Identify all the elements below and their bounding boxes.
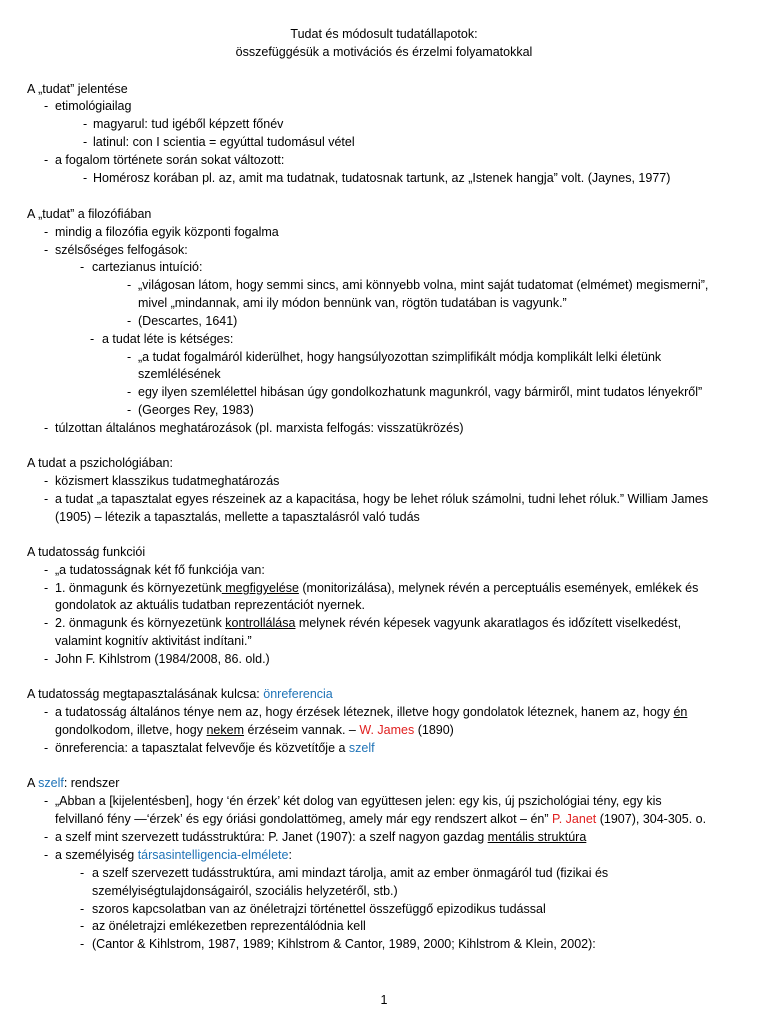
list-item: egy ilyen szemlélettel hibásan úgy gondolkozhatunk magunkról, vagy bármiről, mint tudatos lényekről” — [138, 385, 703, 399]
list-item: a fogalom története során sokat változott: — [55, 153, 285, 167]
section-heading: A tudatosság funkciói — [27, 545, 146, 559]
page-number: 1 — [380, 993, 388, 1007]
list-item: „világosan látom, hogy semmi sincs, ami könnyebb volna, mint saját tudatomat (elmémet) megismerni”, — [138, 278, 709, 292]
citation-name: P. Janet — [552, 812, 597, 826]
bullet-dash: - — [44, 225, 49, 239]
highlight-term: önreferencia — [263, 687, 333, 701]
list-item: a személyiség társasintelligencia-elmélete: — [55, 848, 292, 862]
bullet-dash: - — [44, 705, 49, 719]
section-heading: A „tudat” a filozófiában — [27, 207, 152, 221]
list-item: latinul: con I scientia = egyúttal tudomásul vétel — [93, 135, 355, 149]
section-heading: A szelf: rendszer — [27, 776, 120, 790]
list-item: a tudatosság általános tényе nem az, hogy érzések léteznek, illetve hogy gondolatok léteznek, hanem az, hogy én — [55, 705, 688, 719]
doc-title-line1: Tudat és módosult tudatállapotok: — [290, 27, 478, 41]
bullet-dash: - — [83, 135, 88, 149]
list-item: túlzottan általános meghatározások (pl. marxista felfogás: visszatükrözés) — [55, 421, 464, 435]
bullet-dash: - — [83, 117, 88, 131]
highlight-term: szelf — [348, 741, 375, 755]
list-item-cont: valamint kognitív aktivitást indítani.” — [55, 634, 252, 648]
citation-name: W. James — [359, 723, 415, 737]
list-item: magyarul: tud igéből képzett főnév — [93, 117, 284, 131]
section-heading: A „tudat” jelentése — [27, 82, 128, 96]
list-item: (Descartes, 1641) — [138, 314, 238, 328]
bullet-dash: - — [80, 937, 85, 951]
list-item: az önéletrajzi emlékezetben reprezentálódnia kell — [92, 919, 366, 933]
bullet-dash: - — [127, 385, 132, 399]
list-item-cont: szemlélésének — [138, 367, 221, 381]
list-item: cartezianus intuíció: — [92, 260, 203, 274]
bullet-dash: - — [44, 563, 49, 577]
list-item: (Cantor & Kihlstrom, 1987, 1989; Kihlstrom & Cantor, 1989, 2000; Kihlstrom & Klein, 2002): — [92, 937, 596, 951]
list-item-cont: gondolkodom, illetve, hogy nekem érzéseim vannak. – W. James (1890) — [55, 723, 454, 737]
bullet-dash: - — [44, 848, 49, 862]
bullet-dash: - — [127, 314, 132, 328]
bullet-dash: - — [127, 350, 132, 364]
list-item: (Georges Rey, 1983) — [138, 403, 254, 417]
list-item-cont: (1905) – létezik a tapasztalás, mellette a tapasztalásról való tudás — [55, 510, 420, 524]
highlight-term: szelf — [38, 776, 64, 790]
underlined-term: mentális struktúra — [487, 830, 587, 844]
bullet-dash: - — [44, 99, 49, 113]
list-item: a tudat „a tapasztalat egyes részeinek az a kapacitása, hogy be lehet róluk számolni, tudni lehet róluk.” William James — [55, 492, 709, 506]
list-item: etimológiailag — [55, 99, 132, 113]
list-item-cont: mivel „mindannak, ami ily módon bennünk van, rögtön tudatában is vagyunk.” — [138, 296, 567, 310]
bullet-dash: - — [127, 403, 132, 417]
bullet-dash: - — [44, 830, 49, 844]
section-heading: A tudat a pszichológiában: — [27, 456, 173, 470]
list-item: John F. Kihlstrom (1984/2008, 86. old.) — [55, 652, 270, 666]
list-item: mindig a filozófia egyik központi fogalma — [55, 225, 279, 239]
bullet-dash: - — [44, 153, 49, 167]
bullet-dash: - — [127, 278, 132, 292]
bullet-dash: - — [44, 616, 49, 630]
bullet-dash: - — [83, 171, 88, 185]
bullet-dash: - — [80, 919, 85, 933]
bullet-dash: - — [80, 866, 85, 880]
bullet-dash: - — [44, 741, 49, 755]
list-item: „a tudatosságnak két fő funkciója van: — [55, 563, 265, 577]
bullet-dash: - — [44, 652, 49, 666]
list-item: szélsőséges felfogások: — [55, 243, 188, 257]
underlined-term: megfigyelése — [221, 581, 299, 595]
bullet-dash: - — [44, 243, 49, 257]
list-item: a szelf mint szervezett tudásstruktúra: P. Janet (1907): a szelf nagyon gazdag mentális struktúra — [55, 830, 587, 844]
bullet-dash: - — [80, 260, 85, 274]
highlight-term: társasintelligencia-elmélete — [137, 848, 289, 862]
bullet-dash: - — [44, 581, 49, 595]
list-item-cont: gondolatok az aktuális tudatban reprezentációt nyernek. — [55, 598, 365, 612]
list-item: közismert klasszikus tudatmeghatározás — [55, 474, 280, 488]
underlined-term: kontrollálása — [225, 616, 296, 630]
list-item-cont: felvillanó fény —‘érzek’ és egy óriási gondolattömeg, amely már egy rendszert alkot – én” P. Janet (1907), 304-305. o. — [55, 812, 707, 826]
underlined-term: nekem — [206, 723, 245, 737]
underlined-term: én — [673, 705, 688, 719]
bullet-dash: - — [80, 902, 85, 916]
list-item-cont: személyiségtulajdonságairól, szociális helyzetéről, stb.) — [92, 884, 398, 898]
list-item: „Abban a [kijelentésben], hogy ‘én érzek’ két dolog van együttesen jelen: egy kis, új pszichológiai tény, egy kis — [55, 794, 662, 808]
bullet-dash: - — [44, 421, 49, 435]
bullet-dash: - — [44, 474, 49, 488]
list-item: 1. önmagunk és környezetünk megfigyelése (monitorizálása), melynek révén a perceptuális események, emlékek és — [55, 581, 699, 595]
list-item: „a tudat fogalmáról kiderülhet, hogy hangsúlyozottan szimplifikált módja komplikált lelki életünk — [138, 350, 662, 364]
bullet-dash: - — [44, 794, 49, 808]
bullet-dash: - — [44, 492, 49, 506]
list-item: a tudat léte is kétséges: — [102, 332, 234, 346]
list-item: szoros kapcsolatban van az önéletrajzi történettel összefüggő epizodikus tudással — [92, 902, 546, 916]
list-item: 2. önmagunk és környezetünk kontrollálása melynek révén képesek vagyunk akaratlagos és időzített viselkedést, — [55, 616, 682, 630]
list-item: Homérosz korában pl. az, amit ma tudatnak, tudatosnak tartunk, az „Istenek hangja” volt. (Jaynes, 1977) — [93, 171, 671, 185]
bullet-dash: - — [90, 332, 95, 346]
doc-title-line2: összefüggésük a motivációs és érzelmi folyamatokkal — [235, 45, 533, 59]
list-item: a szelf szervezett tudásstruktúra, ami mindazt tárolja, amit az ember önmagáról tud (fizikai és — [92, 866, 609, 880]
section-heading: A tudatosság megtapasztalásának kulcsa: önreferencia — [27, 687, 333, 701]
list-item: önreferencia: a tapasztalat felvevője és közvetítője a szelf — [55, 741, 375, 755]
